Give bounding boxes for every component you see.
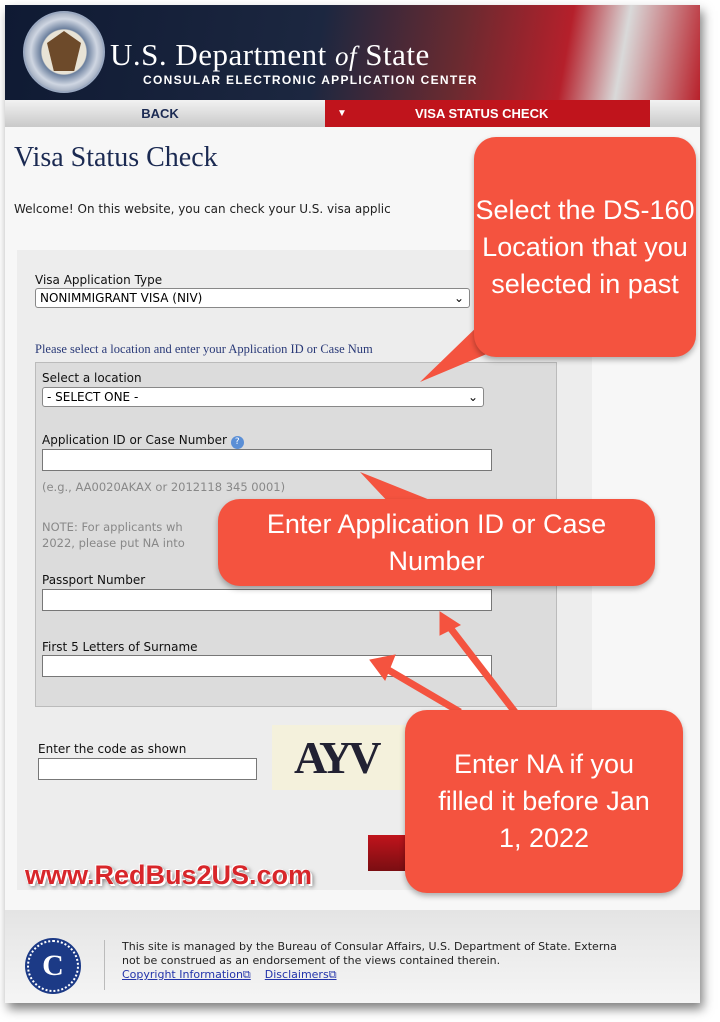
app-type-value: NONIMMIGRANT VISA (NIV): [40, 291, 203, 305]
welcome-text: Welcome! On this website, you can check your U.S. visa applic: [14, 202, 391, 216]
callout-enter-na: Enter NA if you filled it before Jan 1, 2022: [405, 710, 683, 893]
instructions-text: Please select a location and enter your Application ID or Case Num: [35, 342, 373, 356]
location-label: Select a location: [42, 371, 142, 385]
location-value: - SELECT ONE -: [47, 390, 139, 404]
chevron-down-icon: ⌄: [467, 390, 478, 404]
chevron-down-icon: ⌄: [453, 291, 464, 305]
app-type-label: Visa Application Type: [35, 273, 163, 287]
watermark: www.RedBus2US.com: [25, 860, 313, 890]
dept-prefix: U.S. Department: [110, 37, 335, 72]
captcha-label: Enter the code as shown: [38, 742, 187, 756]
caret-down-icon: ▼: [337, 108, 347, 119]
note-line-2: 2022, please put NA into: [42, 536, 185, 550]
footer-line-1: This site is managed by the Bureau of Consular Affairs, U.S. Department of State. Externa: [122, 940, 617, 953]
help-icon[interactable]: ?: [231, 436, 244, 449]
external-link-icon: ⧉: [242, 968, 251, 981]
arrow-icon: [370, 612, 515, 712]
nav-current-label: VISA STATUS CHECK: [415, 106, 549, 121]
captcha-image: AYV: [272, 725, 412, 790]
back-button[interactable]: BACK: [5, 100, 325, 127]
app-id-example: (e.g., AA0020AKAX or 2012118 345 0001): [42, 480, 286, 494]
dept-of: of: [334, 41, 357, 71]
surname-label: First 5 Letters of Surname: [42, 640, 198, 654]
site-subtitle: CONSULAR ELECTRONIC APPLICATION CENTER: [143, 73, 478, 87]
consular-affairs-logo-icon: C: [27, 940, 79, 992]
copyright-label: Copyright Information: [122, 968, 243, 981]
passport-label: Passport Number: [42, 573, 146, 587]
disclaimers-label: Disclaimers: [264, 968, 329, 981]
note-line-1: NOTE: For applicants wh: [42, 520, 183, 534]
app-id-label-text: Application ID or Case Number: [42, 433, 227, 447]
dept-suffix: State: [356, 37, 430, 72]
external-link-icon: ⧉: [328, 968, 337, 981]
page-title: Visa Status Check: [14, 142, 218, 173]
callout-application-id: Enter Application ID or Case Number: [218, 499, 655, 586]
footer-line-2: not be construed as an endorsement of the views contained therein.: [122, 954, 501, 967]
callout-select-location: Select the DS-160 Location that you selected in past: [474, 137, 696, 357]
